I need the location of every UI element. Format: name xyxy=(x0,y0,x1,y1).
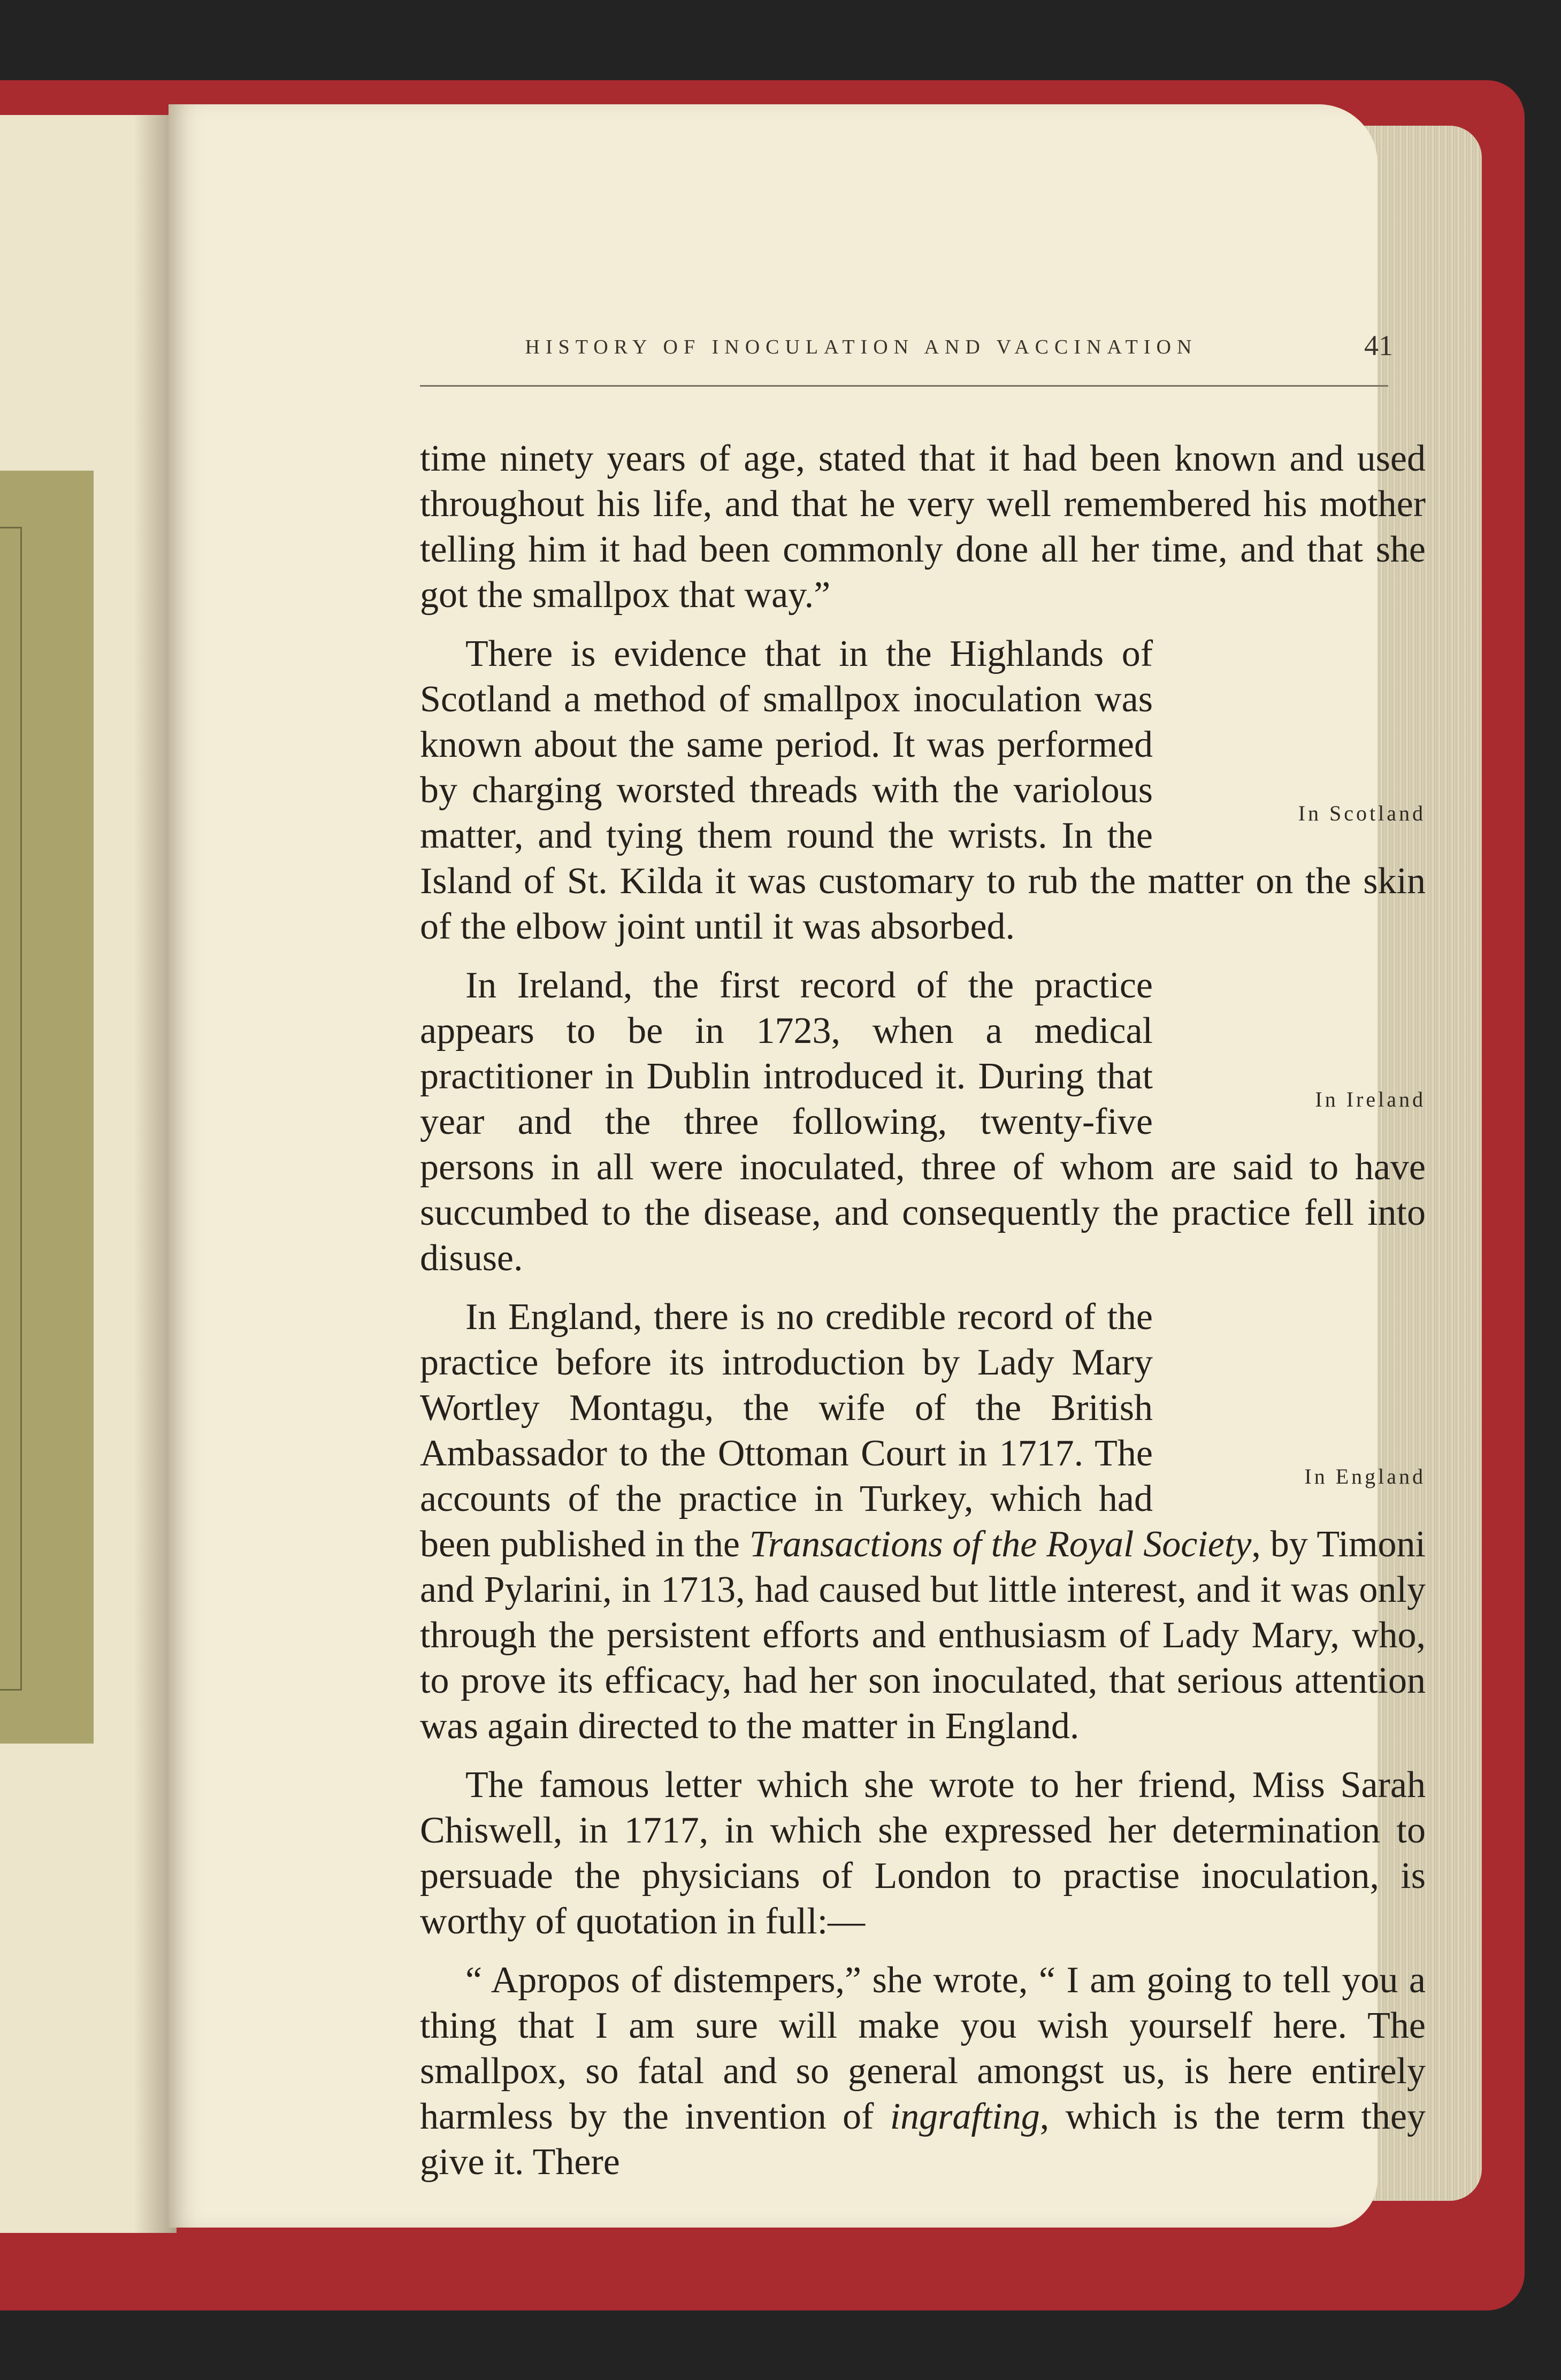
paragraph-5: The famous letter which she wrote to her friend, Miss Sarah Chiswell, in 1717, in which she expressed her determination to persuade the physicians of London to practise inoculation, is worthy of quotation in full:— xyxy=(420,1764,1426,1942)
right-page xyxy=(169,104,1426,2228)
paragraph-4-part-a: In England, there is no credible record of the practice before its introduction by Lady Mary Wortley Montagu, the wife of the British Ambassador to the Ottoman Court in 1717. The accounts of the practice in Turkey, which had been published in the xyxy=(420,1296,1153,1565)
ingrafting-term: ingrafting xyxy=(890,2096,1040,2137)
left-page-plate-border xyxy=(0,527,22,1691)
marginal-note-scotland: In Scotland xyxy=(1298,801,1426,825)
journal-title: Transactions of the Royal Society xyxy=(749,1524,1252,1565)
running-head: HISTORY OF INOCULATION AND VACCINATION xyxy=(525,336,1198,358)
marginal-note-ireland: In Ireland xyxy=(1315,1087,1426,1111)
paragraph-2: There is evidence that in the Highlands of Scotland a method of smallpox inoculation was known about the same period. It was performed by charging worsted threads with the variolous matter, and tying them round the wrists. In the Island of St. Kilda it was customary to rub the matter on the skin of the elbow joint until it was absorbed. xyxy=(420,633,1426,947)
paragraph-1: time ninety years of age, stated that it had been known and used throughout his life, and that he very well remembered his mother telling him it had been commonly done all her time, and that she got the smallpox that way.” xyxy=(420,438,1426,616)
marginal-note-england: In England xyxy=(1304,1464,1426,1488)
body-text xyxy=(420,436,1426,2198)
paragraph-6 xyxy=(420,1957,1426,2185)
paragraph-4 xyxy=(420,1294,1426,1749)
header-rule xyxy=(420,385,1388,387)
paragraph-6-part-b: , which is the term they give it. There xyxy=(420,2096,1426,2183)
paragraph-4-part-b: , by Timoni and Pylarini, in 1713, had caused but little interest, and it was only through the persistent efforts and enthusiasm of Lady Mary, who, to prove its efficacy, had her son inoculated, that serious attention was again directed to the matter in England. xyxy=(420,1524,1426,1747)
paragraph-3: In Ireland, the first record of the practice appears to be in 1723, when a medical practitioner in Dublin introduced it. During that year and the three following, twenty-five persons in all were inoculated, three of whom are said to have succumbed to the disease, and consequently the practice fell into disuse. xyxy=(420,965,1426,1279)
page-number: 41 xyxy=(1364,329,1393,362)
paragraph-6-part-a: “ Apropos of distempers,” she wrote, “ I am going to tell you a thing that I am sure will make you wish yourself here. The smallpox, so fatal and so general amongst us, is here entirely harmless by the invention of xyxy=(420,1960,1426,2137)
